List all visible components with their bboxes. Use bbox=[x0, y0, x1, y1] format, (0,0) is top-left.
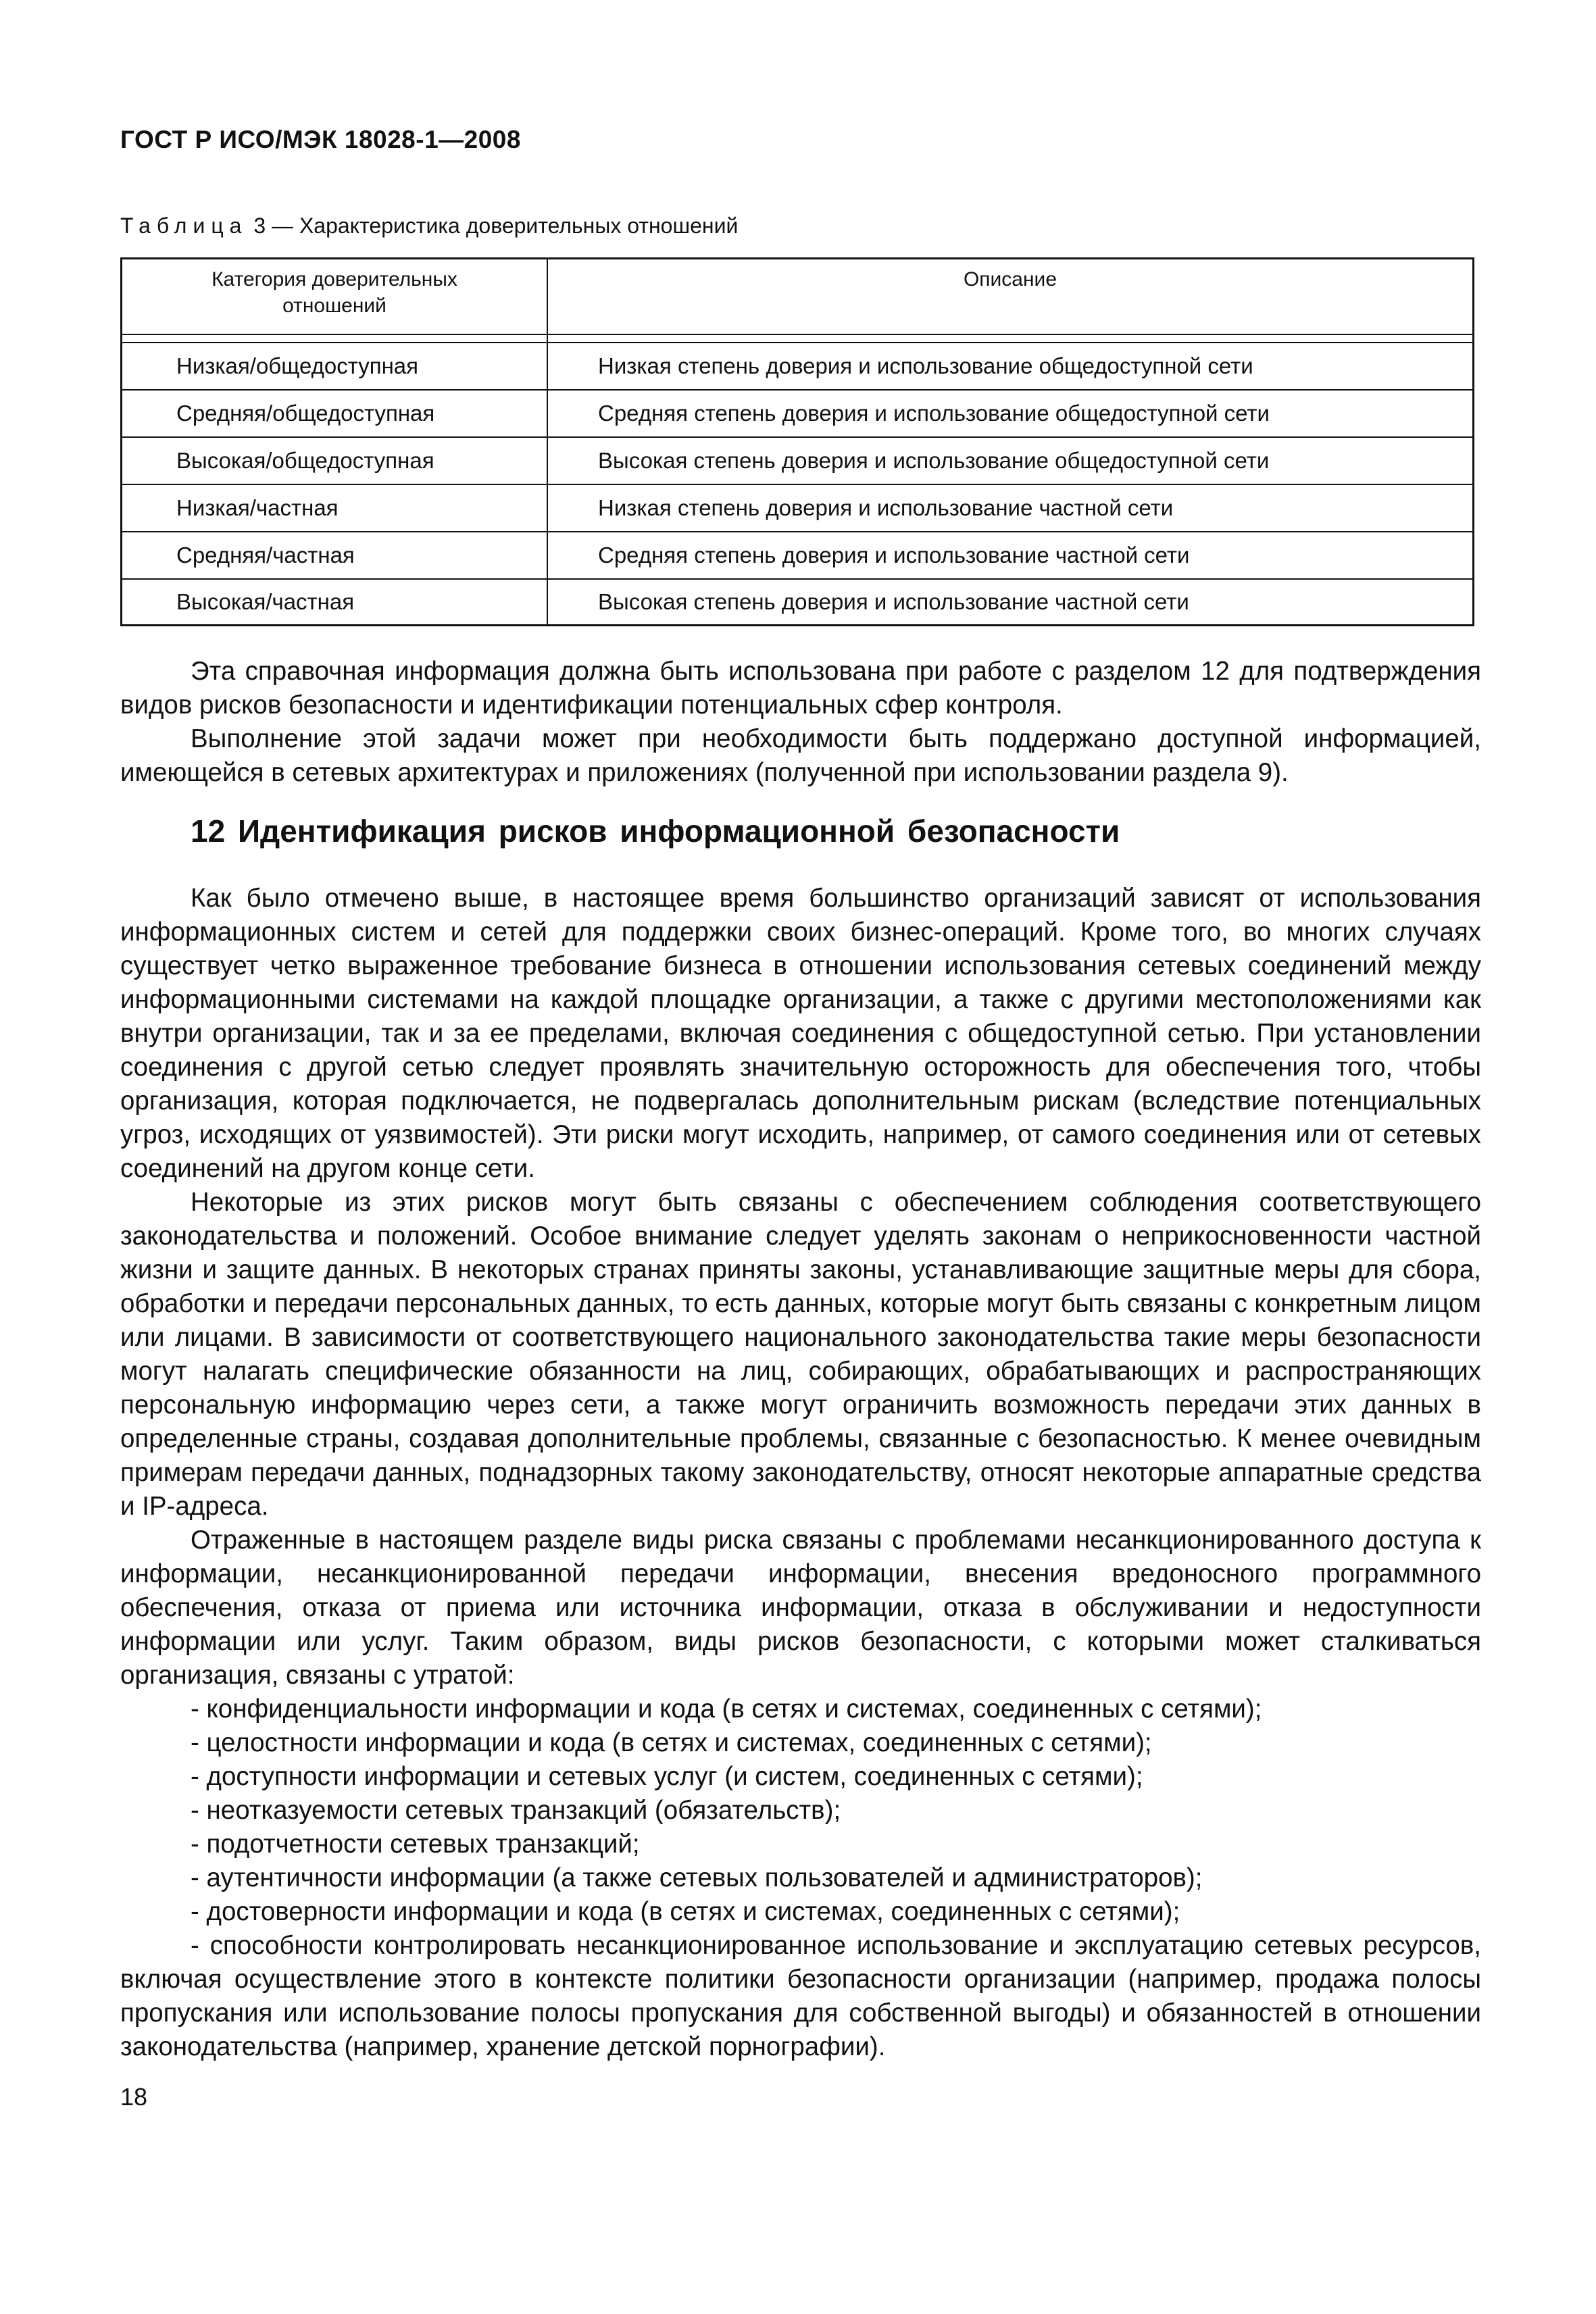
category-cell: Низкая/частная bbox=[122, 484, 548, 532]
list-item: - целостности информации и кода (в сетях и системах, соединенных с сетями); bbox=[191, 1728, 1152, 1757]
table-row bbox=[122, 532, 1474, 579]
list-item: - аутентичности информации (а также сетевых пользователей и администраторов); bbox=[191, 1863, 1203, 1892]
intro-paragraph: Эта справочная информация должна быть использована при работе с разделом 12 для подтверждения видов рисков безопасности и идентификации потенциальных сфер контроля. bbox=[120, 657, 1481, 720]
table-caption-label: Таблица bbox=[120, 213, 248, 238]
description-cell: Низкая степень доверия и использование частной сети bbox=[547, 484, 1474, 532]
list-item: - достоверности информации и кода (в сетях и системах, соединенных с сетями); bbox=[191, 1897, 1180, 1926]
table-caption-title: 3 — Характеристика доверительных отношений bbox=[247, 213, 739, 238]
description-cell: Средняя степень доверия и использование общедоступной сети bbox=[547, 390, 1474, 437]
category-cell: Высокая/общедоступная bbox=[122, 437, 548, 484]
standard-header: ГОСТ Р ИСО/МЭК 18028-1—2008 bbox=[120, 126, 521, 153]
trust-relationships-table bbox=[120, 257, 1474, 626]
table-row bbox=[122, 437, 1474, 484]
column-header-category bbox=[122, 259, 548, 335]
section-paragraph: Как было отмечено выше, в настоящее время большинство организаций зависят от использования информационных систем и сетей для поддержки своих бизнес-операций. Кроме того, во многих случаях существует четко выраженное требование бизнеса в отношении использования сетевых соединений между информационными системами на каждой площадке организации, а также с другими местоположениями как внутри организации, так и за ее пределами, включая соединения с общедоступной сетью. При установлении соединения с другой сетью следует проявлять значительную осторожность для обеспечения того, чтобы организация, которая подключается, не подвергалась дополнительным рискам (вследствие потенциальных угроз, исходящих от уязвимостей). Эти риски могут исходить, например, от самого соединения или от сетевых соединений на другом конце сети. bbox=[120, 884, 1481, 1183]
table-row bbox=[122, 343, 1474, 390]
header-separator-row bbox=[122, 334, 1474, 343]
page-number: 18 bbox=[120, 2083, 148, 2111]
column-header-description: Описание bbox=[547, 259, 1474, 335]
column-header-category-line1: Категория доверительных bbox=[211, 268, 457, 291]
table-header-row bbox=[122, 259, 1474, 335]
table-caption bbox=[120, 213, 1481, 238]
list-item: - конфиденциальности информации и кода (в сетях и системах, соединенных с сетями); bbox=[191, 1694, 1262, 1724]
table-row bbox=[122, 484, 1474, 532]
column-header-category-line2: отношений bbox=[282, 295, 386, 317]
description-cell: Высокая степень доверия и использование общедоступной сети bbox=[547, 437, 1474, 484]
category-cell: Высокая/частная bbox=[122, 579, 548, 626]
section-title: 12 Идентификация рисков информационной безопасности bbox=[191, 813, 1120, 849]
list-item: - доступности информации и сетевых услуг (и систем, соединенных с сетями); bbox=[191, 1762, 1143, 1791]
category-cell: Низкая/общедоступная bbox=[122, 343, 548, 390]
description-cell: Высокая степень доверия и использование частной сети bbox=[598, 589, 1189, 614]
section-paragraph: Отраженные в настоящем разделе виды риска связаны с проблемами несанкционированного доступа к информации, несанкционированной передачи информации, внесения вредоносного программного обеспечения, отказа от приема или источника информации, отказа в обслуживании и недоступности информации или услуг. Таким образом, виды рисков безопасности, с которыми может сталкиваться организация, связаны с утратой: bbox=[120, 1526, 1481, 1690]
table-row bbox=[122, 579, 1474, 626]
list-item: - способности контролировать несанкционированное использование и эксплуатацию сетевых ресурсов, включая осуществление этого в контексте политики безопасности организации (например, продажа полосы пропускания или использование полосы пропускания для собственной выгоды) и обязанностей в отношении законодательства (например, хранение детской порнографии). bbox=[120, 1931, 1481, 2061]
description-cell: Средняя степень доверия и использование частной сети bbox=[547, 532, 1474, 579]
section-paragraph: Некоторые из этих рисков могут быть связаны с обеспечением соблюдения соответствующего законодательства и положений. Особое внимание следует уделять законам о неприкосновенности частной жизни и защите данных. В некоторых странах приняты законы, устанавливающие защитные меры для сбора, обработки и передачи персональных данных, то есть данных, которые могут быть связаны с конкретным лицом или лицами. В зависимости от соответствующего национального законодательства такие меры безопасности могут налагать специфические обязанности на лиц, собирающих, обрабатывающих и распространяющих персональную информацию через сети, а также могут ограничить возможность передачи этих данных в определенные страны, создавая дополнительные проблемы, связанные с безопасностью. К менее очевидным примерам передачи данных, поднадзорных такому законодательству, относят некоторые аппаратные средства и IP-адреса. bbox=[120, 1188, 1481, 1521]
description-cell: Низкая степень доверия и использование общедоступной сети bbox=[547, 343, 1474, 390]
intro-paragraph: Выполнение этой задачи может при необходимости быть поддержано доступной информацией, имеющейся в сетевых архитектурах и приложениях (полученной при использовании раздела 9). bbox=[120, 724, 1481, 787]
category-cell: Средняя/частная bbox=[122, 532, 548, 579]
table-row bbox=[122, 390, 1474, 437]
risk-list bbox=[120, 1692, 1481, 2064]
list-item: - неотказуемости сетевых транзакций (обязательств); bbox=[191, 1796, 841, 1825]
list-item: - подотчетности сетевых транзакций; bbox=[191, 1830, 640, 1859]
category-cell: Средняя/общедоступная bbox=[122, 390, 548, 437]
